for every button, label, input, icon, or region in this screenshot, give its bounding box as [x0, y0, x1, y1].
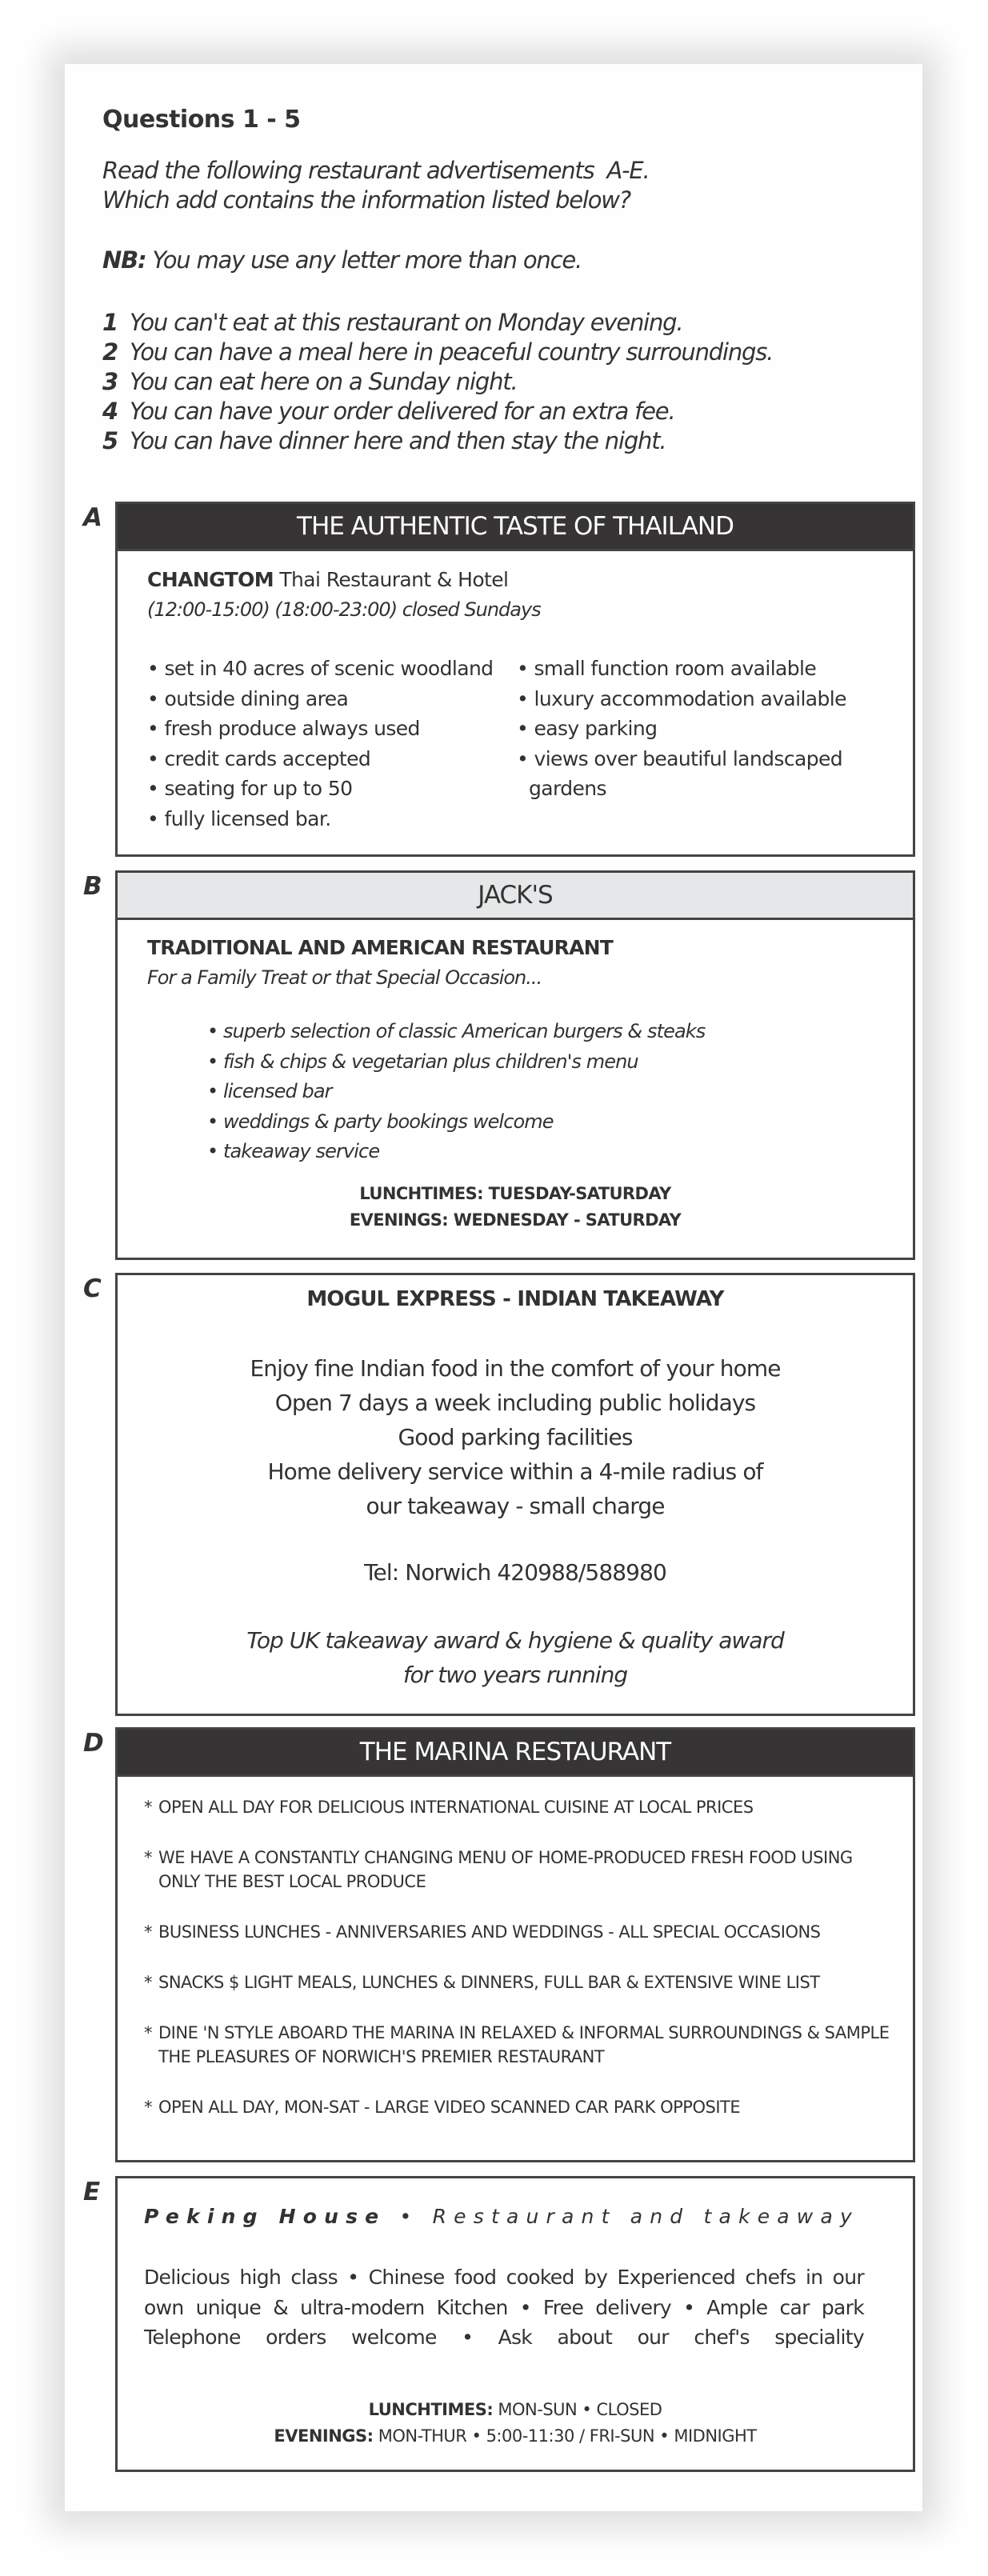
- ad-e-evening-value: MON-THUR • 5:00-11:30 / FRI-SUN • MIDNIGHT: [373, 2426, 757, 2446]
- ad-c-award-line-2: for two years running: [402, 1662, 628, 1688]
- feature-item: • set in 40 acres of scenic woodland: [147, 657, 494, 680]
- ad-b-evening-hours: EVENINGS: WEDNESDAY - SATURDAY: [349, 1210, 682, 1230]
- ad-a-features-left: [147, 654, 493, 834]
- feature-item: • licensed bar: [207, 1080, 332, 1102]
- asterisk-bullet: *: [144, 2023, 152, 2042]
- ad-e-description: [144, 2262, 864, 2353]
- feature-item: • easy parking: [517, 717, 658, 740]
- ad-c-line: Open 7 days a week including public holidays: [274, 1390, 756, 1416]
- question-number: 5: [102, 427, 118, 454]
- ad-b-lunch-hours: LUNCHTIMES: TUESDAY-SATURDAY: [359, 1184, 671, 1203]
- feature-item: • views over beautiful landscaped: [517, 746, 843, 770]
- question-item: [102, 308, 773, 338]
- feature-item: • superb selection of classic American burgers & steaks: [207, 1020, 706, 1042]
- feature-text: DINE 'N STYLE ABOARD THE MARINA IN RELAXED & INFORMAL SURROUNDINGS & SAMPLE THE PLEASURES OF NORWICH'S PREMIER RESTAURANT: [158, 2023, 890, 2066]
- asterisk-bullet: *: [144, 1922, 152, 1942]
- ad-d: [115, 1727, 915, 2162]
- ad-letter-c: C: [83, 1274, 102, 1303]
- question-text: You can have your order delivered for an extra fee.: [130, 398, 675, 425]
- question-text: You can't eat at this restaurant on Monday evening.: [130, 309, 683, 336]
- ad-b-title: TRADITIONAL AND AMERICAN RESTAURANT: [147, 936, 614, 959]
- ad-a-restaurant-name: [147, 568, 508, 591]
- question-number: 3: [102, 368, 118, 395]
- question-number: 4: [102, 398, 118, 425]
- feature-item: [144, 1846, 897, 1894]
- ad-d-features: [144, 1795, 897, 2146]
- ad-c-award: [118, 1623, 913, 1692]
- ad-b: [115, 870, 915, 1260]
- ad-a: [115, 502, 915, 857]
- question-number: 2: [102, 338, 118, 366]
- feature-item: • fresh produce always used: [147, 717, 420, 740]
- question-text: You can eat here on a Sunday night.: [130, 368, 518, 395]
- note-text: You may use any letter more than once.: [146, 246, 582, 274]
- question-item: [102, 338, 773, 367]
- ad-c-description: [118, 1351, 913, 1523]
- feature-item-continued: gardens: [529, 777, 606, 800]
- feature-item: [144, 1795, 897, 1819]
- feature-item: • outside dining area: [147, 686, 349, 710]
- ad-e-name: Peking House: [144, 2205, 386, 2228]
- feature-item: • fully licensed bar.: [147, 806, 331, 830]
- worksheet-page: [65, 64, 922, 2511]
- ad-a-name-rest: Thai Restaurant & Hotel: [274, 568, 509, 591]
- feature-item: [144, 2095, 897, 2119]
- section-title: Questions 1 - 5: [102, 106, 301, 134]
- ad-letter-e: E: [83, 2178, 101, 2206]
- asterisk-bullet: *: [144, 1798, 152, 1817]
- ad-e-lunch-label: LUNCHTIMES:: [368, 2400, 494, 2419]
- feature-item: • weddings & party bookings welcome: [207, 1110, 554, 1133]
- ad-b-tagline: For a Family Treat or that Special Occasion...: [147, 966, 542, 989]
- feature-text: OPEN ALL DAY, MON-SAT - LARGE VIDEO SCANNED CAR PARK OPPOSITE: [158, 2098, 741, 2117]
- ad-e: [115, 2176, 915, 2472]
- question-item: [102, 397, 773, 426]
- ad-b-features: [207, 1017, 705, 1167]
- feature-item: • takeaway service: [207, 1140, 380, 1162]
- feature-item: [144, 1970, 897, 1994]
- ad-a-name-bold: CHANGTOM: [147, 568, 274, 591]
- instructions: [102, 156, 650, 215]
- feature-text: OPEN ALL DAY FOR DELICIOUS INTERNATIONAL CUISINE AT LOCAL PRICES: [158, 1798, 754, 1817]
- ad-e-opening-hours: [118, 2397, 913, 2450]
- feature-text: SNACKS $ LIGHT MEALS, LUNCHES & DINNERS, FULL BAR & EXTENSIVE WINE LIST: [158, 1973, 820, 1992]
- ad-e-title: [144, 2205, 859, 2228]
- feature-text: BUSINESS LUNCHES - ANNIVERSARIES AND WEDDINGS - ALL SPECIAL OCCASIONS: [158, 1922, 821, 1942]
- ad-e-line: Delicious high class • Chinese food cooked by Experienced chefs in our: [144, 2266, 864, 2289]
- instructions-line-1: Read the following restaurant advertisements A-E.: [102, 157, 650, 184]
- ad-a-features-right: [517, 654, 846, 804]
- question-item: [102, 426, 773, 456]
- ad-c-line: Enjoy fine Indian food in the comfort of your home: [250, 1355, 781, 1382]
- ad-b-opening-hours: [118, 1181, 913, 1234]
- ad-a-header: THE AUTHENTIC TASTE OF THAILAND: [118, 504, 913, 551]
- feature-item: • luxury accommodation available: [517, 686, 846, 710]
- ad-e-lunch-hours: [118, 2397, 913, 2423]
- note: [102, 246, 582, 274]
- ad-c-award-line-1: Top UK takeaway award & hygiene & quality award: [246, 1627, 784, 1654]
- question-text: You can have dinner here and then stay the night.: [130, 427, 666, 454]
- ad-c: [115, 1273, 915, 1716]
- question-number: 1: [102, 309, 118, 336]
- ad-a-hours: (12:00-15:00) (18:00-23:00) closed Sundays: [147, 598, 541, 621]
- ad-e-lunch-value: MON-SUN • CLOSED: [493, 2400, 662, 2419]
- asterisk-bullet: *: [144, 1848, 152, 1867]
- ad-e-line: Telephone orders welcome • Ask about our chef's speciality: [144, 2326, 864, 2349]
- instructions-line-2: Which add contains the information listed below?: [102, 186, 630, 214]
- ad-c-telephone: Tel: Norwich 420988/588980: [364, 1559, 666, 1586]
- question-item: [102, 367, 773, 397]
- ad-letter-a: A: [83, 503, 102, 532]
- ad-c-line: our takeaway - small charge: [366, 1493, 665, 1519]
- feature-text: WE HAVE A CONSTANTLY CHANGING MENU OF HOME-PRODUCED FRESH FOOD USING ONLY THE BEST LOCAL PRODUCE: [158, 1848, 853, 1891]
- ad-e-subtitle: • Restaurant and takeaway: [386, 2205, 859, 2228]
- asterisk-bullet: *: [144, 2098, 152, 2117]
- ad-d-header: THE MARINA RESTAURANT: [118, 1730, 913, 1777]
- ad-e-evening-hours: [118, 2423, 913, 2450]
- feature-item: [144, 2021, 897, 2069]
- note-label: NB:: [102, 246, 146, 274]
- ad-c-line: Good parking facilities: [398, 1424, 633, 1450]
- ad-c-line: Home delivery service within a 4-mile radius of: [267, 1458, 763, 1485]
- ad-e-line: own unique & ultra-modern Kitchen • Free delivery • Ample car park: [144, 2295, 864, 2319]
- ad-letter-d: D: [83, 1729, 104, 1758]
- feature-item: • fish & chips & vegetarian plus children's menu: [207, 1050, 638, 1073]
- feature-item: [144, 1920, 897, 1944]
- feature-item: • seating for up to 50: [147, 777, 353, 800]
- ad-b-header: JACK'S: [118, 873, 913, 920]
- feature-item: • credit cards accepted: [147, 746, 371, 770]
- ad-letter-b: B: [83, 872, 102, 901]
- feature-item: • small function room available: [517, 657, 817, 680]
- question-text: You can have a meal here in peaceful country surroundings.: [130, 338, 774, 366]
- question-list: [102, 308, 773, 456]
- ad-e-evening-label: EVENINGS:: [274, 2426, 374, 2446]
- asterisk-bullet: *: [144, 1973, 152, 1992]
- ad-c-title: MOGUL EXPRESS - INDIAN TAKEAWAY: [306, 1287, 724, 1311]
